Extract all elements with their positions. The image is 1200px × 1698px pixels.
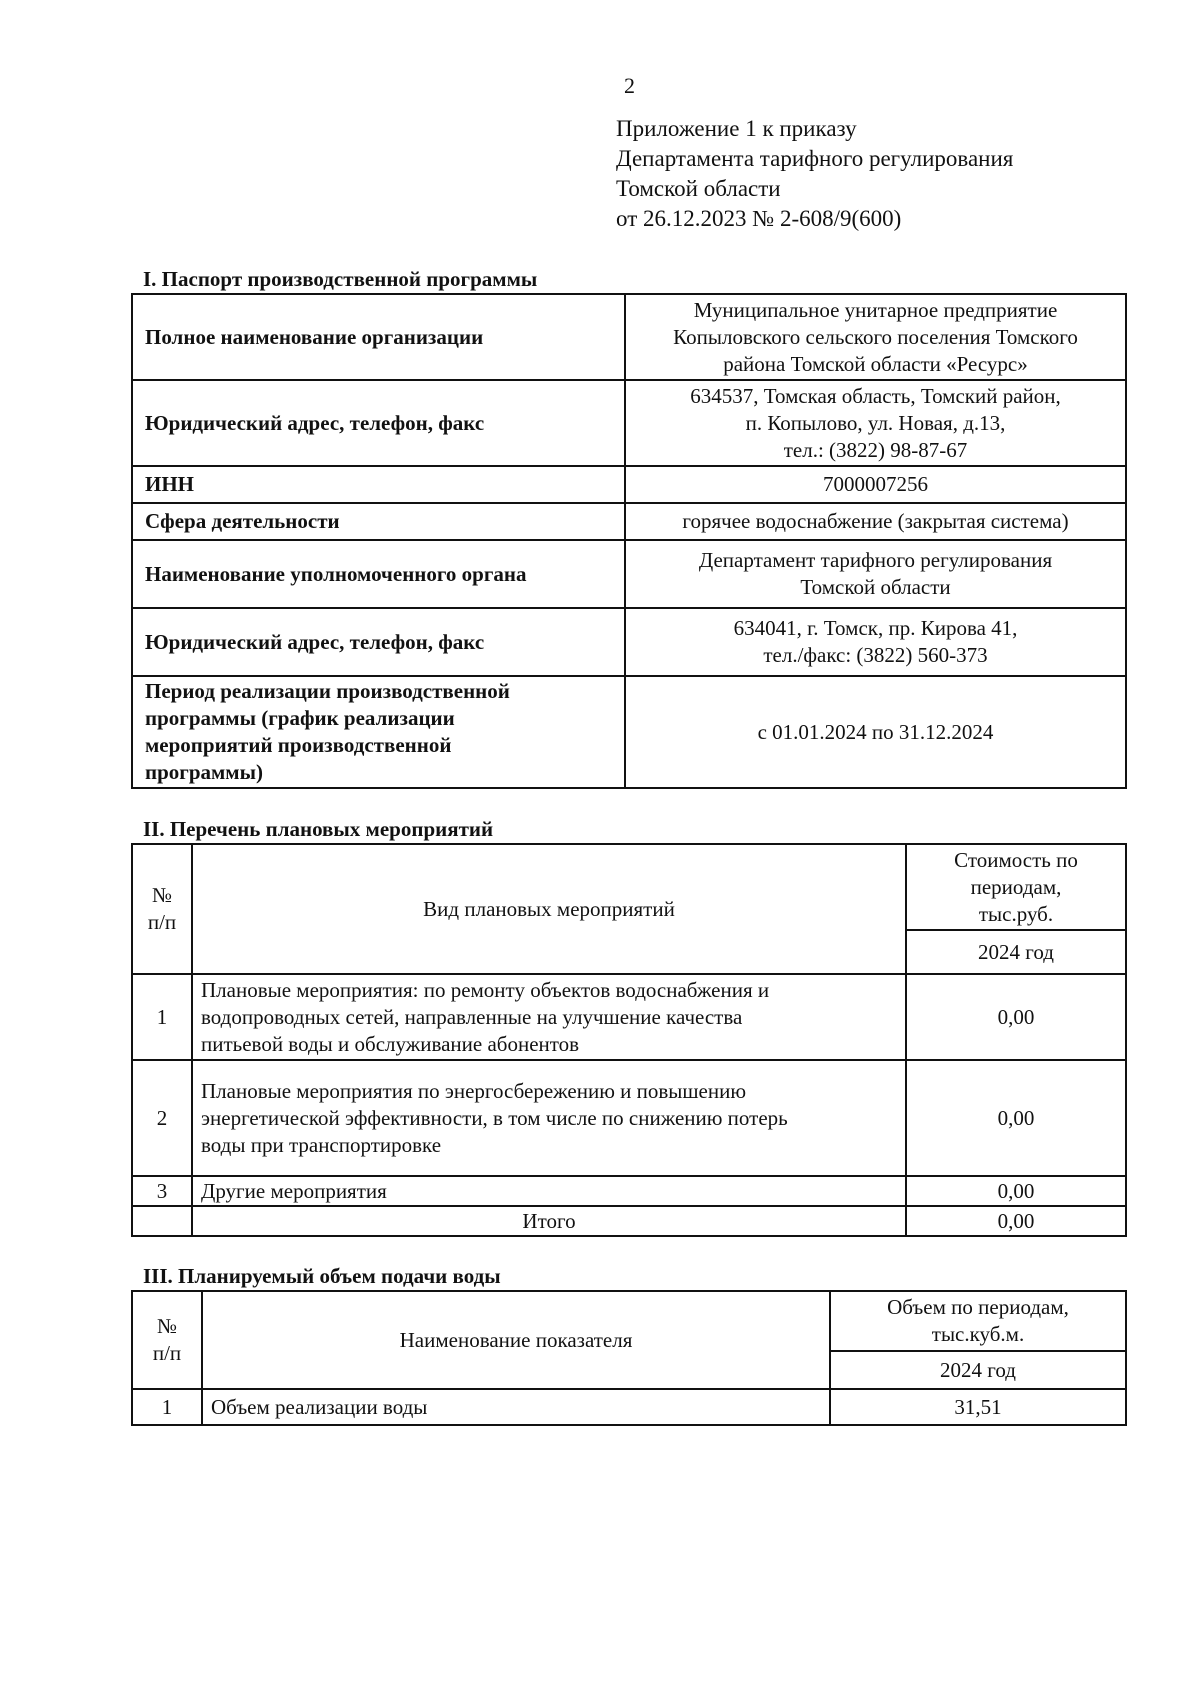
row-label bbox=[132, 676, 625, 788]
row-value bbox=[625, 540, 1126, 608]
value-line: п. Копылово, ул. Новая, д.13, bbox=[745, 410, 1006, 435]
row-num: 2 bbox=[132, 1060, 192, 1176]
row-value: 0,00 bbox=[906, 1060, 1126, 1176]
label-line: программы) bbox=[145, 760, 263, 784]
row-name: Объем реализации воды bbox=[202, 1389, 830, 1425]
value-line: тел.: (3822) 98-87-67 bbox=[783, 437, 968, 462]
cost-header-line: Стоимость по bbox=[954, 847, 1078, 872]
header-line: Департамента тарифного регулирования bbox=[616, 146, 1014, 171]
row-value: 0,00 bbox=[906, 1176, 1126, 1206]
total-label: Итого bbox=[192, 1206, 906, 1236]
row-value: горячее водоснабжение (закрытая система) bbox=[625, 503, 1126, 540]
cost-header-line: тыс.руб. bbox=[978, 901, 1054, 926]
table-row bbox=[132, 1060, 1126, 1176]
table-row bbox=[132, 294, 1126, 380]
row-name bbox=[192, 1060, 906, 1176]
label-line: Период реализации производственной bbox=[145, 679, 510, 703]
volume-header-line: Объем по периодам, bbox=[887, 1295, 1069, 1319]
table-row bbox=[132, 608, 1126, 676]
label-line: программы (график реализации bbox=[145, 706, 455, 730]
cost-header bbox=[906, 844, 1126, 930]
header-line: Приложение 1 к приказу bbox=[616, 116, 857, 141]
table-row bbox=[132, 503, 1126, 540]
table-header-row bbox=[132, 844, 1126, 930]
row-value bbox=[625, 380, 1126, 466]
value-line: 634537, Томская область, Томский район, bbox=[690, 383, 1061, 408]
row-label: Юридический адрес, телефон, факс bbox=[132, 608, 625, 676]
row-value: 0,00 bbox=[906, 974, 1126, 1060]
row-value: 31,51 bbox=[830, 1389, 1126, 1425]
num-header bbox=[132, 844, 192, 974]
row-name-line: Плановые мероприятия: по ремонту объектов водоснабжения и bbox=[201, 977, 770, 1002]
row-label: Полное наименование организации bbox=[132, 294, 625, 380]
header-line: от 26.12.2023 № 2-608/9(600) bbox=[616, 206, 902, 231]
row-label: Юридический адрес, телефон, факс bbox=[132, 380, 625, 466]
water-volume-table bbox=[131, 1290, 1127, 1426]
value-line: Муниципальное унитарное предприятие bbox=[693, 297, 1058, 322]
row-label: Наименование уполномоченного органа bbox=[132, 540, 625, 608]
section-3-title: III. Планируемый объем подачи воды bbox=[143, 1264, 501, 1288]
value-line: района Томской области «Ресурс» bbox=[723, 351, 1028, 376]
row-value bbox=[625, 608, 1126, 676]
total-row bbox=[132, 1206, 1126, 1236]
passport-table bbox=[131, 293, 1127, 789]
row-name-line: воды при транспортировке bbox=[201, 1132, 442, 1157]
order-header bbox=[616, 114, 1176, 234]
total-num-cell bbox=[132, 1206, 192, 1236]
row-label: ИНН bbox=[132, 466, 625, 503]
table-header-row bbox=[132, 1291, 1126, 1351]
name-header: Вид плановых мероприятий bbox=[192, 844, 906, 974]
row-num: 3 bbox=[132, 1176, 192, 1206]
row-name-line: питьевой воды и обслуживание абонентов bbox=[201, 1031, 580, 1056]
table-row bbox=[132, 676, 1126, 788]
volume-header bbox=[830, 1291, 1126, 1351]
num-header bbox=[132, 1291, 202, 1389]
row-value: с 01.01.2024 по 31.12.2024 bbox=[625, 676, 1126, 788]
section-1-title: I. Паспорт производственной программы bbox=[143, 267, 538, 291]
section-2-title: II. Перечень плановых мероприятий bbox=[143, 817, 494, 841]
num-header-line: № bbox=[156, 1314, 178, 1338]
name-header: Наименование показателя bbox=[202, 1291, 830, 1389]
row-name bbox=[192, 974, 906, 1060]
row-num: 1 bbox=[132, 1389, 202, 1425]
total-value: 0,00 bbox=[906, 1206, 1126, 1236]
row-name-line: водопроводных сетей, направленные на улучшение качества bbox=[201, 1004, 743, 1029]
row-value: 7000007256 bbox=[625, 466, 1126, 503]
year-header: 2024 год bbox=[906, 930, 1126, 974]
value-line: 634041, г. Томск, пр. Кирова 41, bbox=[733, 616, 1018, 640]
row-value bbox=[625, 294, 1126, 380]
row-label: Сфера деятельности bbox=[132, 503, 625, 540]
volume-header-line: тыс.куб.м. bbox=[931, 1322, 1025, 1346]
value-line: тел./факс: (3822) 560-373 bbox=[763, 643, 988, 667]
row-num: 1 bbox=[132, 974, 192, 1060]
table-row bbox=[132, 974, 1126, 1060]
cost-header-line: периодам, bbox=[970, 874, 1062, 899]
num-header-line: п/п bbox=[147, 910, 177, 934]
row-name: Другие мероприятия bbox=[192, 1176, 906, 1206]
page-number: 2 bbox=[624, 73, 635, 98]
table-row bbox=[132, 1389, 1126, 1425]
table-row bbox=[132, 380, 1126, 466]
label-line: мероприятий производственной bbox=[145, 733, 452, 757]
num-header-line: № bbox=[151, 883, 173, 907]
header-line: Томской области bbox=[616, 176, 781, 201]
row-name-line: Плановые мероприятия по энергосбережению и повышению bbox=[201, 1078, 747, 1103]
measures-table bbox=[131, 843, 1127, 1237]
table-row bbox=[132, 466, 1126, 503]
value-line: Томской области bbox=[800, 575, 951, 599]
year-header: 2024 год bbox=[830, 1351, 1126, 1389]
value-line: Департамент тарифного регулирования bbox=[698, 548, 1053, 572]
table-row bbox=[132, 1176, 1126, 1206]
table-row bbox=[132, 540, 1126, 608]
value-line: Копыловского сельского поселения Томского bbox=[673, 324, 1078, 349]
row-name-line: энергетической эффективности, в том числе по снижению потерь bbox=[201, 1105, 788, 1130]
num-header-line: п/п bbox=[152, 1341, 182, 1365]
